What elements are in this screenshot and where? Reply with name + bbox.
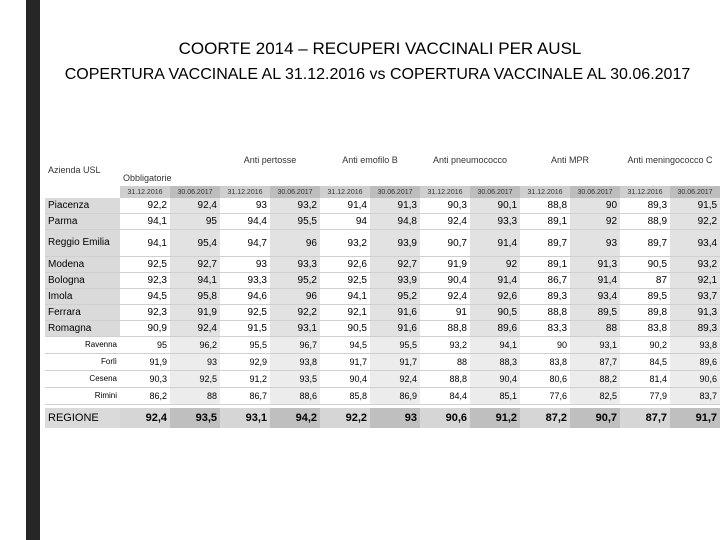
coverage-value: 91,4 [470, 230, 520, 257]
group-header-pneumococco: Anti pneumococco [420, 155, 520, 186]
azienda-label: Cesena [89, 374, 117, 383]
coverage-value: 84,4 [420, 388, 470, 405]
coverage-value: 95,5 [220, 337, 270, 354]
coverage-value: 90,4 [320, 371, 370, 388]
coverage-value: 88 [420, 354, 470, 371]
coverage-value: 91,2 [470, 408, 520, 428]
coverage-value: 90,5 [470, 305, 520, 321]
coverage-value: 93,1 [220, 408, 270, 428]
coverage-value: 94,5 [120, 289, 170, 305]
coverage-value: 86,7 [220, 388, 270, 405]
coverage-value: 81,4 [620, 371, 670, 388]
azienda-label: Romagna [48, 322, 92, 334]
coverage-value: 88,3 [470, 354, 520, 371]
coverage-value: 94,4 [220, 214, 270, 230]
coverage-value: 90,7 [420, 230, 470, 257]
coverage-value: 93,2 [670, 257, 720, 273]
coverage-value: 90,7 [570, 408, 620, 428]
coverage-value: 96,2 [170, 337, 220, 354]
azienda-label: Parma [48, 215, 78, 227]
coverage-value: 92,6 [470, 289, 520, 305]
date-header: 30.06.2017 [570, 186, 620, 198]
date-header-blank [45, 186, 120, 198]
coverage-value: 92,6 [320, 257, 370, 273]
coverage-value: 93,8 [670, 337, 720, 354]
coverage-value: 89,3 [620, 198, 670, 214]
coverage-value: 95,5 [370, 337, 420, 354]
coverage-value: 90,1 [470, 198, 520, 214]
coverage-value: 92,2 [670, 214, 720, 230]
coverage-value: 83,8 [520, 354, 570, 371]
coverage-value: 77,6 [520, 388, 570, 405]
coverage-value: 94,1 [470, 337, 520, 354]
coverage-value: 94,2 [270, 408, 320, 428]
coverage-value: 89,1 [520, 214, 570, 230]
coverage-value: 93,8 [270, 354, 320, 371]
coverage-value: 95 [120, 337, 170, 354]
coverage-value: 89,3 [670, 321, 720, 337]
azienda-label: Ravenna [84, 340, 117, 349]
date-header: 31.12.2016 [420, 186, 470, 198]
coverage-value: 90,2 [620, 337, 670, 354]
coverage-value: 91,7 [370, 354, 420, 371]
azienda-name [45, 214, 120, 230]
coverage-value: 92,4 [120, 408, 170, 428]
coverage-value: 94 [320, 214, 370, 230]
coverage-value: 91,6 [370, 321, 420, 337]
coverage-value: 92,4 [170, 198, 220, 214]
coverage-value: 89,8 [620, 305, 670, 321]
coverage-value: 91,4 [570, 273, 620, 289]
coverage-value: 92,5 [170, 371, 220, 388]
coverage-value: 86,9 [370, 388, 420, 405]
azienda-name [45, 354, 120, 371]
coverage-value: 80,6 [520, 371, 570, 388]
coverage-value: 89,5 [570, 305, 620, 321]
coverage-value: 91,9 [420, 257, 470, 273]
azienda-label: Piacenza [48, 199, 90, 211]
coverage-value: 88,8 [520, 305, 570, 321]
coverage-value: 95,2 [370, 289, 420, 305]
coverage-value: 92,9 [220, 354, 270, 371]
coverage-value: 96 [270, 230, 320, 257]
coverage-value: 88 [570, 321, 620, 337]
coverage-value: 88,9 [620, 214, 670, 230]
coverage-value: 94,8 [370, 214, 420, 230]
coverage-value: 91,7 [320, 354, 370, 371]
coverage-value: 91,5 [220, 321, 270, 337]
coverage-value: 91,3 [570, 257, 620, 273]
table-row [45, 214, 720, 230]
coverage-value: 95,2 [270, 273, 320, 289]
coverage-value: 93,1 [570, 337, 620, 354]
coverage-value: 90,4 [420, 273, 470, 289]
coverage-value: 90,5 [620, 257, 670, 273]
date-header: 31.12.2016 [220, 186, 270, 198]
coverage-value: 83,3 [520, 321, 570, 337]
region-total-row [45, 408, 720, 428]
coverage-value: 91,9 [170, 305, 220, 321]
table-row [45, 354, 720, 371]
coverage-value: 91,2 [220, 371, 270, 388]
azienda-name [45, 257, 120, 273]
coverage-value: 92,5 [120, 257, 170, 273]
coverage-value: 88,2 [570, 371, 620, 388]
date-header-row [45, 186, 720, 198]
coverage-value: 90,6 [670, 371, 720, 388]
coverage-value: 91,3 [670, 305, 720, 321]
coverage-value: 89,1 [520, 257, 570, 273]
coverage-value: 91,7 [670, 408, 720, 428]
coverage-value: 92,3 [120, 305, 170, 321]
azienda-name [45, 371, 120, 388]
coverage-value: 94,1 [320, 289, 370, 305]
coverage-value: 94,7 [220, 230, 270, 257]
date-header: 30.06.2017 [470, 186, 520, 198]
coverage-value: 92,2 [120, 198, 170, 214]
group-header-mpr: Anti MPR [520, 155, 620, 186]
table-row [45, 371, 720, 388]
coverage-value: 92,2 [320, 408, 370, 428]
table-row [45, 289, 720, 305]
table-row [45, 321, 720, 337]
coverage-value: 91,3 [370, 198, 420, 214]
coverage-value: 93 [220, 198, 270, 214]
coverage-value: 91,5 [670, 198, 720, 214]
coverage-value: 93,3 [470, 214, 520, 230]
date-header: 30.06.2017 [270, 186, 320, 198]
coverage-value: 92,5 [320, 273, 370, 289]
coverage-value: 93,9 [370, 230, 420, 257]
coverage-value: 90,9 [120, 321, 170, 337]
coverage-value: 93,1 [270, 321, 320, 337]
coverage-value: 93 [170, 354, 220, 371]
table-row [45, 305, 720, 321]
azienda-label: Rimini [94, 391, 117, 400]
azienda-name [45, 305, 120, 321]
coverage-value: 86,2 [120, 388, 170, 405]
coverage-value: 91,6 [370, 305, 420, 321]
coverage-value: 94,1 [120, 230, 170, 257]
page-subtitle: COPERTURA VACCINALE AL 31.12.2016 vs COPERTURA VACCINALE AL 30.06.2017 [64, 66, 691, 83]
coverage-value: 89,7 [520, 230, 570, 257]
coverage-value: 93,3 [220, 273, 270, 289]
coverage-value: 88,8 [420, 321, 470, 337]
page-title: COORTE 2014 – RECUPERI VACCINALI PER AUSL [178, 39, 582, 58]
coverage-value: 93,4 [570, 289, 620, 305]
azienda-name [45, 198, 120, 214]
coverage-value: 83,7 [670, 388, 720, 405]
table-body [45, 198, 720, 428]
table-row [45, 337, 720, 354]
coverage-value: 92,5 [220, 305, 270, 321]
date-header: 30.06.2017 [170, 186, 220, 198]
table-row [45, 388, 720, 405]
coverage-value: 94,1 [120, 214, 170, 230]
coverage-value: 91,9 [120, 354, 170, 371]
coverage-value: 89,6 [670, 354, 720, 371]
group-header-row [45, 155, 720, 186]
azienda-label: Reggio Emilia [48, 237, 110, 248]
coverage-value: 90,4 [470, 371, 520, 388]
azienda-label: Ferrara [48, 306, 81, 318]
coverage-value: 82,5 [570, 388, 620, 405]
coverage-value: 89,3 [520, 289, 570, 305]
azienda-label: Bologna [48, 274, 85, 286]
coverage-value: 93,4 [670, 230, 720, 257]
coverage-value: 90,5 [320, 321, 370, 337]
coverage-value: 95 [170, 214, 220, 230]
coverage-value: 89,7 [620, 230, 670, 257]
coverage-value: 91 [420, 305, 470, 321]
coverage-value: 95,8 [170, 289, 220, 305]
coverage-value: 93,3 [270, 257, 320, 273]
left-accent-bar [26, 0, 40, 540]
azienda-label: Imola [48, 290, 73, 302]
coverage-value: 92,7 [370, 257, 420, 273]
coverage-value: 90 [570, 198, 620, 214]
coverage-value: 93,7 [670, 289, 720, 305]
date-header: 31.12.2016 [320, 186, 370, 198]
coverage-value: 94,6 [220, 289, 270, 305]
coverage-value: 87,7 [570, 354, 620, 371]
coverage-value: 88 [170, 388, 220, 405]
date-header: 30.06.2017 [670, 186, 720, 198]
table-row [45, 257, 720, 273]
group-header-pertosse: Anti pertosse [220, 155, 320, 186]
azienda-name [45, 321, 120, 337]
date-header: 31.12.2016 [620, 186, 670, 198]
coverage-value: 91,4 [470, 273, 520, 289]
coverage-value: 92,4 [420, 214, 470, 230]
coverage-value: 88,8 [520, 198, 570, 214]
azienda-name [45, 289, 120, 305]
coverage-value: 89,5 [620, 289, 670, 305]
coverage-value: 91,4 [320, 198, 370, 214]
group-header-meningococco: Anti meningococco C [620, 155, 720, 186]
coverage-value: 95,5 [270, 214, 320, 230]
coverage-value: 85,8 [320, 388, 370, 405]
coverage-value: 96 [270, 289, 320, 305]
coverage-value: 93 [570, 230, 620, 257]
coverage-value: 88,8 [420, 371, 470, 388]
coverage-value: 87,7 [620, 408, 670, 428]
coverage-value: 84,5 [620, 354, 670, 371]
coverage-value: 93,2 [420, 337, 470, 354]
azienda-name [45, 388, 120, 405]
azienda-name [45, 230, 120, 257]
coverage-value: 93,5 [170, 408, 220, 428]
coverage-value: 92 [570, 214, 620, 230]
coverage-value: 87 [620, 273, 670, 289]
group-header-obbligatorie: Obbligatorie [120, 155, 220, 186]
coverage-value: 93,2 [270, 198, 320, 214]
table-row [45, 273, 720, 289]
table-row [45, 230, 720, 257]
table-row [45, 198, 720, 214]
coverage-value: 94,1 [170, 273, 220, 289]
coverage-value: 93,2 [320, 230, 370, 257]
coverage-value: 92,2 [270, 305, 320, 321]
coverage-value: 93,9 [370, 273, 420, 289]
coverage-value: 90 [520, 337, 570, 354]
group-header-emofilo: Anti emofilo B [320, 155, 420, 186]
date-header: 31.12.2016 [120, 186, 170, 198]
coverage-value: 93,5 [270, 371, 320, 388]
coverage-value: 96,7 [270, 337, 320, 354]
azienda-header: Azienda USL [45, 155, 120, 186]
coverage-value: 92,3 [120, 273, 170, 289]
coverage-value: 94,5 [320, 337, 370, 354]
coverage-value: 77,9 [620, 388, 670, 405]
azienda-label: Forlì [101, 357, 117, 366]
coverage-value: 89,6 [470, 321, 520, 337]
coverage-value: 92,4 [420, 289, 470, 305]
coverage-value: 95,4 [170, 230, 220, 257]
coverage-value: 90,6 [420, 408, 470, 428]
coverage-value: 88,6 [270, 388, 320, 405]
coverage-value: 90,3 [120, 371, 170, 388]
coverage-value: 93 [370, 408, 420, 428]
coverage-value: 92,7 [170, 257, 220, 273]
coverage-value: 86,7 [520, 273, 570, 289]
coverage-value: 92,1 [320, 305, 370, 321]
coverage-value: 90,3 [420, 198, 470, 214]
azienda-label: Modena [48, 258, 85, 270]
azienda-name [45, 408, 120, 428]
coverage-value: 92 [470, 257, 520, 273]
date-header: 30.06.2017 [370, 186, 420, 198]
azienda-label: REGIONE [48, 412, 99, 424]
coverage-value: 92,4 [170, 321, 220, 337]
date-header: 31.12.2016 [520, 186, 570, 198]
coverage-value: 85,1 [470, 388, 520, 405]
coverage-value: 92,1 [670, 273, 720, 289]
coverage-value: 87,2 [520, 408, 570, 428]
azienda-name [45, 337, 120, 354]
coverage-value: 93 [220, 257, 270, 273]
coverage-table [45, 155, 720, 428]
coverage-value: 83,8 [620, 321, 670, 337]
coverage-value: 92,4 [370, 371, 420, 388]
azienda-name [45, 273, 120, 289]
